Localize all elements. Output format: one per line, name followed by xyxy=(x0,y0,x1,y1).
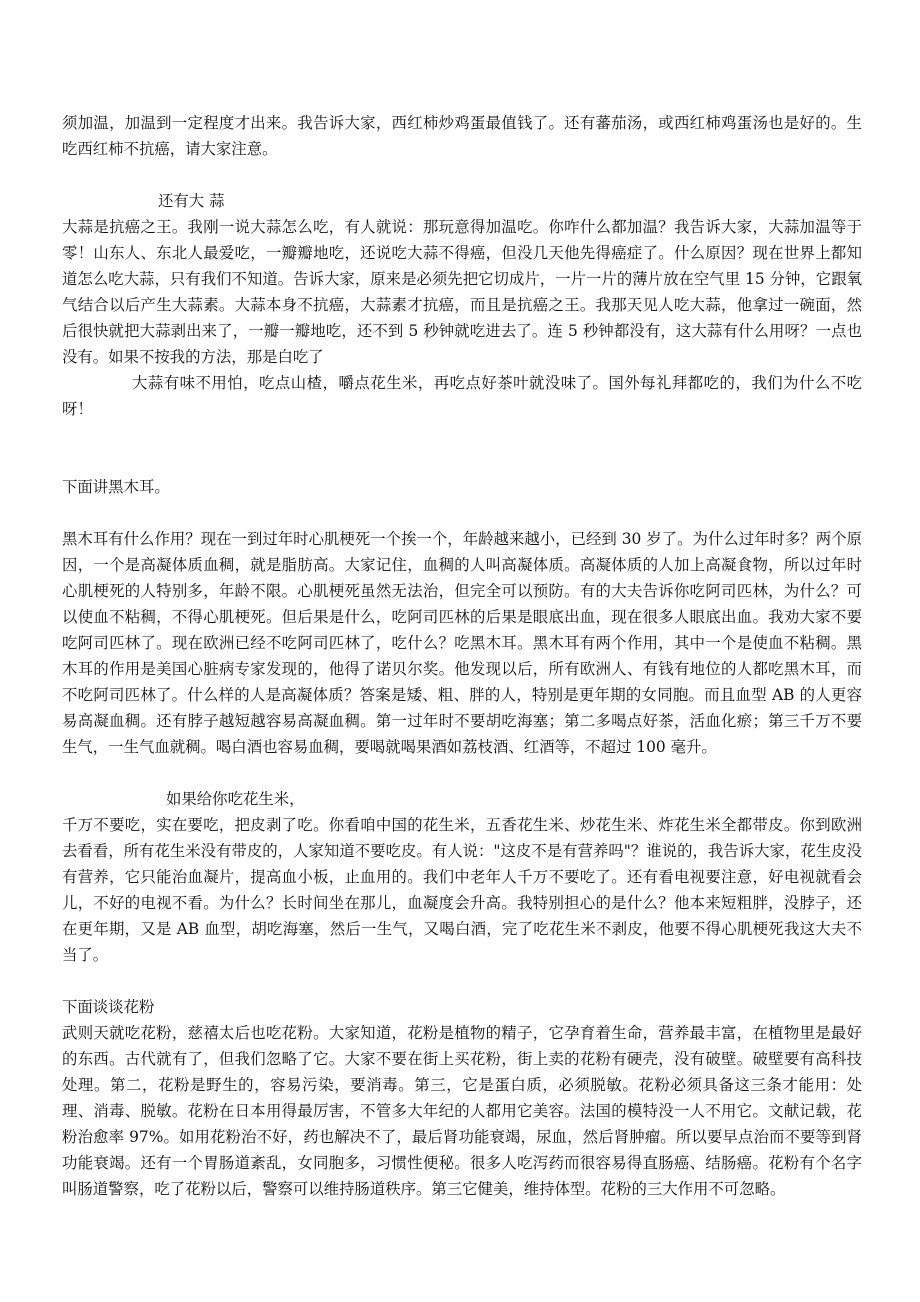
document-page xyxy=(62,110,862,1202)
fungus-paragraph: 黑木耳有什么作用？现在一到过年时心肌梗死一个挨一个，年龄越来越小，已经到 30 岁了。为什么过年时多？两个原因，一个是高凝体质血稠，就是脂肪高。大家记住，血稠的人叫高凝体质。高凝体质的人加上高凝食物，所以过年时心肌梗死的人特别多，年龄不限。心肌梗死虽然无法治，但完全可以预防。有的大夫告诉你吃阿司匹林，为什么？可以使血不粘稠，不得心肌梗死。但后果是什么，吃阿司匹林的后果是眼底出血，现在很多人眼底出血。我劝大家不要吃阿司匹林了。现在欧洲已经不吃阿司匹林了，吃什么？吃黑木耳。黑木耳有两个作用，其中一个是使血不粘稠。黑木耳的作用是美国心脏病专家发现的，他得了诺贝尔奖。他发现以后，所有欧洲人、有钱有地位的人都吃黑木耳，而不吃阿司匹林了。什么样的人是高凝体质？答案是矮、粗、胖的人，特别是更年期的女同胞。而且血型 AB 的人更容易高凝血稠。还有脖子越短越容易高凝血稠。第一过年时不要胡吃海塞；第二多喝点好茶，活血化瘀；第三千万不要生气，一生气血就稠。喝白酒也容易血稠，要喝就喝果酒如荔枝酒、红酒等，不超过 100 毫升。 xyxy=(62,530,862,756)
garlic-heading: 还有大 蒜 xyxy=(158,192,225,210)
fungus-heading: 下面讲黑木耳。 xyxy=(62,478,170,496)
spacer xyxy=(62,760,862,786)
pollen-heading: 下面谈谈花粉 xyxy=(62,998,155,1016)
spacer xyxy=(62,422,862,474)
spacer xyxy=(62,500,862,526)
pollen-paragraph: 武则天就吃花粉，慈禧太后也吃花粉。大家知道，花粉是植物的精子，它孕育着生命，营养最丰富，在植物里是最好的东西。古代就有了，但我们忽略了它。大家不要在街上买花粉，街上卖的花粉有硬壳，没有破壁。破壁要有高科技处理。第二，花粉是野生的，容易污染，要消毒。第三，它是蛋白质，必须脱敏。花粉必须具备这三条才能用：处理、消毒、脱敏。花粉在日本用得最厉害，不管多大年纪的人都用它美容。法国的模特没一人不用它。文献记载，花粉治愈率 97%。如用花粉治不好，药也解决不了，最后肾功能衰竭，尿血，然后肾肿瘤。所以要早点治而不要等到肾功能衰竭。还有一个胃肠道紊乱，女同胞多，习惯性便秘。很多人吃泻药而很容易得直肠癌、结肠癌。花粉有个名字叫肠道警察，吃了花粉以后，警察可以维持肠道秩序。第三它健美，维持体型。花粉的三大作用不可忽略。 xyxy=(62,1024,862,1198)
garlic-tip-paragraph: 大蒜有味不用怕，吃点山楂，嚼点花生米，再吃点好茶叶就没味了。国外每礼拜都吃的，我们为什么不吃呀！ xyxy=(62,374,862,418)
spacer xyxy=(62,162,862,188)
garlic-paragraph: 大蒜是抗癌之王。我刚一说大蒜怎么吃，有人就说：那玩意得加温吃。你咋什么都加温？我告诉大家，大蒜加温等于零！山东人、东北人最爱吃，一瓣瓣地吃，还说吃大蒜不得癌，但没几天他先得癌症了。什么原因？现在世界上都知道怎么吃大蒜，只有我们不知道。告诉大家，原来是必须先把它切成片，一片一片的薄片放在空气里 15 分钟，它跟氧气结合以后产生大蒜素。大蒜本身不抗癌，大蒜素才抗癌，而且是抗癌之王。我那天见人吃大蒜，他拿过一碗面，然后很快就把大蒜剥出来了，一瓣一瓣地吃，还不到 5 秒钟就吃进去了。连 5 秒钟都没有，这大蒜有什么用呀？一点也没有。如果不按我的方法，那是白吃了 xyxy=(62,218,862,366)
peanut-paragraph: 千万不要吃，实在要吃，把皮剥了吃。你看咱中国的花生米，五香花生米、炒花生米、炸花生米全都带皮。你到欧洲去看看，所有花生米没有带皮的，人家知道不要吃皮。有人说："这皮不是有营养吗"？谁说的，我告诉大家，花生皮没有营养，它只能治血凝片，提高血小板，止血用的。我们中老年人千万不要吃了。还有看电视要注意，好电视就看会儿，不好的电视不看。为什么？长时间坐在那儿，血凝度会升高。我特别担心的是什么？他本来短粗胖，没脖子，还在更年期，又是 AB 血型，胡吃海塞，然后一生气，又喝白酒，完了吃花生米不剥皮，他要不得心肌梗死我这大夫不当了。 xyxy=(62,816,862,964)
spacer xyxy=(62,968,862,994)
tomato-paragraph-end: 须加温，加温到一定程度才出来。我告诉大家，西红柿炒鸡蛋最值钱了。还有蕃茄汤，或西红柿鸡蛋汤也是好的。生吃西红柿不抗癌，请大家注意。 xyxy=(62,114,862,158)
peanut-heading: 如果给你吃花生米， xyxy=(166,790,305,808)
